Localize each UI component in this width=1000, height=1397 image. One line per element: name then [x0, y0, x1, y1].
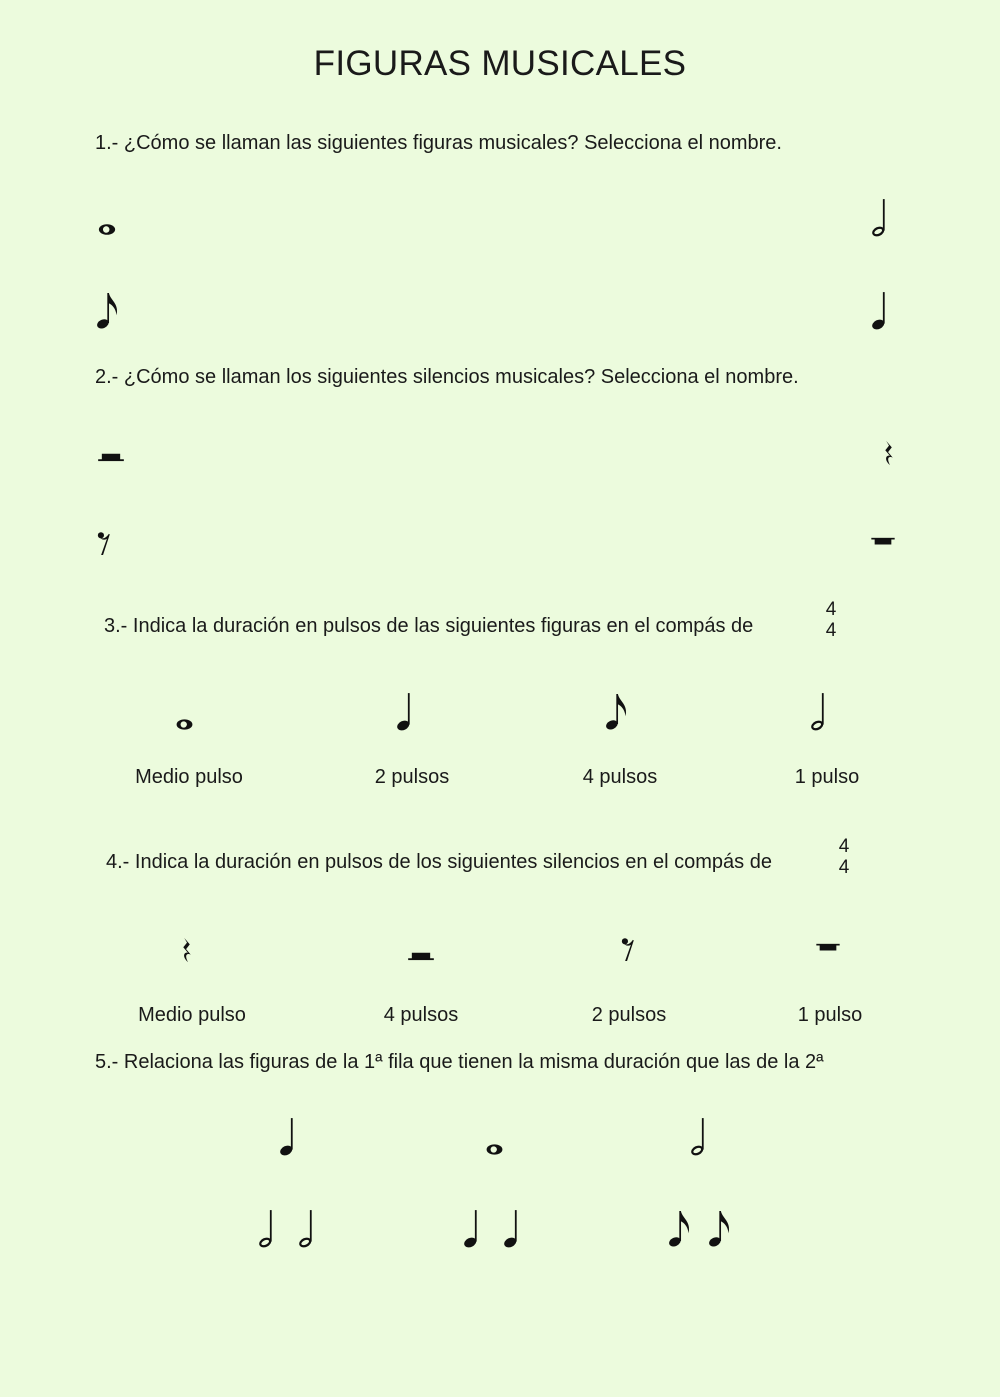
duration-option[interactable]: Medio pulso	[135, 766, 243, 788]
half-rest-icon[interactable]	[408, 950, 434, 961]
page-title: FIGURAS MUSICALES	[313, 44, 687, 83]
duration-option[interactable]: 2 pulsos	[374, 766, 450, 788]
eighth-rest-icon[interactable]	[97, 531, 111, 556]
time-signature-top: 4	[825, 599, 837, 620]
whole-note-icon[interactable]	[175, 718, 194, 731]
duration-option[interactable]: 2 pulsos	[591, 1004, 667, 1026]
half-rest-icon[interactable]	[98, 451, 124, 462]
question-4-text: 4.- Indica la duración en pulsos de los siguientes silencios en el compás de	[106, 851, 772, 873]
quarter-rest-icon[interactable]	[181, 937, 193, 963]
question-2-text: 2.- ¿Cómo se llaman los siguientes silencios musicales? Selecciona el nombre.	[95, 366, 799, 388]
time-signature	[834, 836, 854, 878]
duration-option[interactable]: Medio pulso	[138, 1004, 246, 1026]
question-5-text: 5.- Relaciona las figuras de la 1ª fila que tienen la misma duración que las de la 2ª	[95, 1051, 824, 1073]
eighth-note-icon[interactable]	[96, 291, 120, 331]
time-signature-bottom: 4	[838, 857, 850, 878]
whole-note-icon[interactable]	[485, 1143, 504, 1156]
half-note-icon	[258, 1209, 276, 1249]
quarter-rest-icon[interactable]	[883, 440, 895, 466]
quarter-note-icon[interactable]	[396, 692, 414, 732]
duration-option[interactable]: 4 pulsos	[582, 766, 658, 788]
eighth-note-icon	[668, 1209, 692, 1249]
eighth-rest-icon[interactable]	[621, 937, 635, 962]
duration-option[interactable]: 1 pulso	[797, 1004, 863, 1026]
quarter-note-icon	[503, 1209, 521, 1249]
time-signature-bottom: 4	[825, 620, 837, 641]
half-note-icon[interactable]	[871, 198, 889, 238]
two-eighth-notes-icon[interactable]	[668, 1209, 748, 1251]
two-half-notes-icon[interactable]	[258, 1209, 328, 1251]
whole-note-icon[interactable]	[97, 223, 117, 236]
half-note-icon	[298, 1209, 316, 1249]
quarter-note-icon	[463, 1209, 481, 1249]
two-quarter-notes-icon[interactable]	[463, 1209, 533, 1251]
half-note-icon[interactable]	[810, 692, 828, 732]
quarter-note-icon[interactable]	[871, 291, 889, 331]
question-1-text: 1.- ¿Cómo se llaman las siguientes figuras musicales? Selecciona el nombre.	[95, 132, 782, 154]
quarter-note-icon[interactable]	[279, 1117, 297, 1157]
question-3-text: 3.- Indica la duración en pulsos de las siguientes figuras en el compás de	[104, 615, 754, 637]
duration-option[interactable]: 4 pulsos	[383, 1004, 459, 1026]
whole-rest-icon[interactable]	[871, 537, 895, 547]
eighth-note-icon[interactable]	[605, 692, 629, 732]
time-signature-top: 4	[838, 836, 850, 857]
half-note-icon[interactable]	[690, 1117, 708, 1157]
eighth-note-icon	[708, 1209, 732, 1249]
duration-option[interactable]: 1 pulso	[794, 766, 860, 788]
whole-rest-icon[interactable]	[816, 943, 840, 953]
time-signature	[821, 599, 841, 641]
